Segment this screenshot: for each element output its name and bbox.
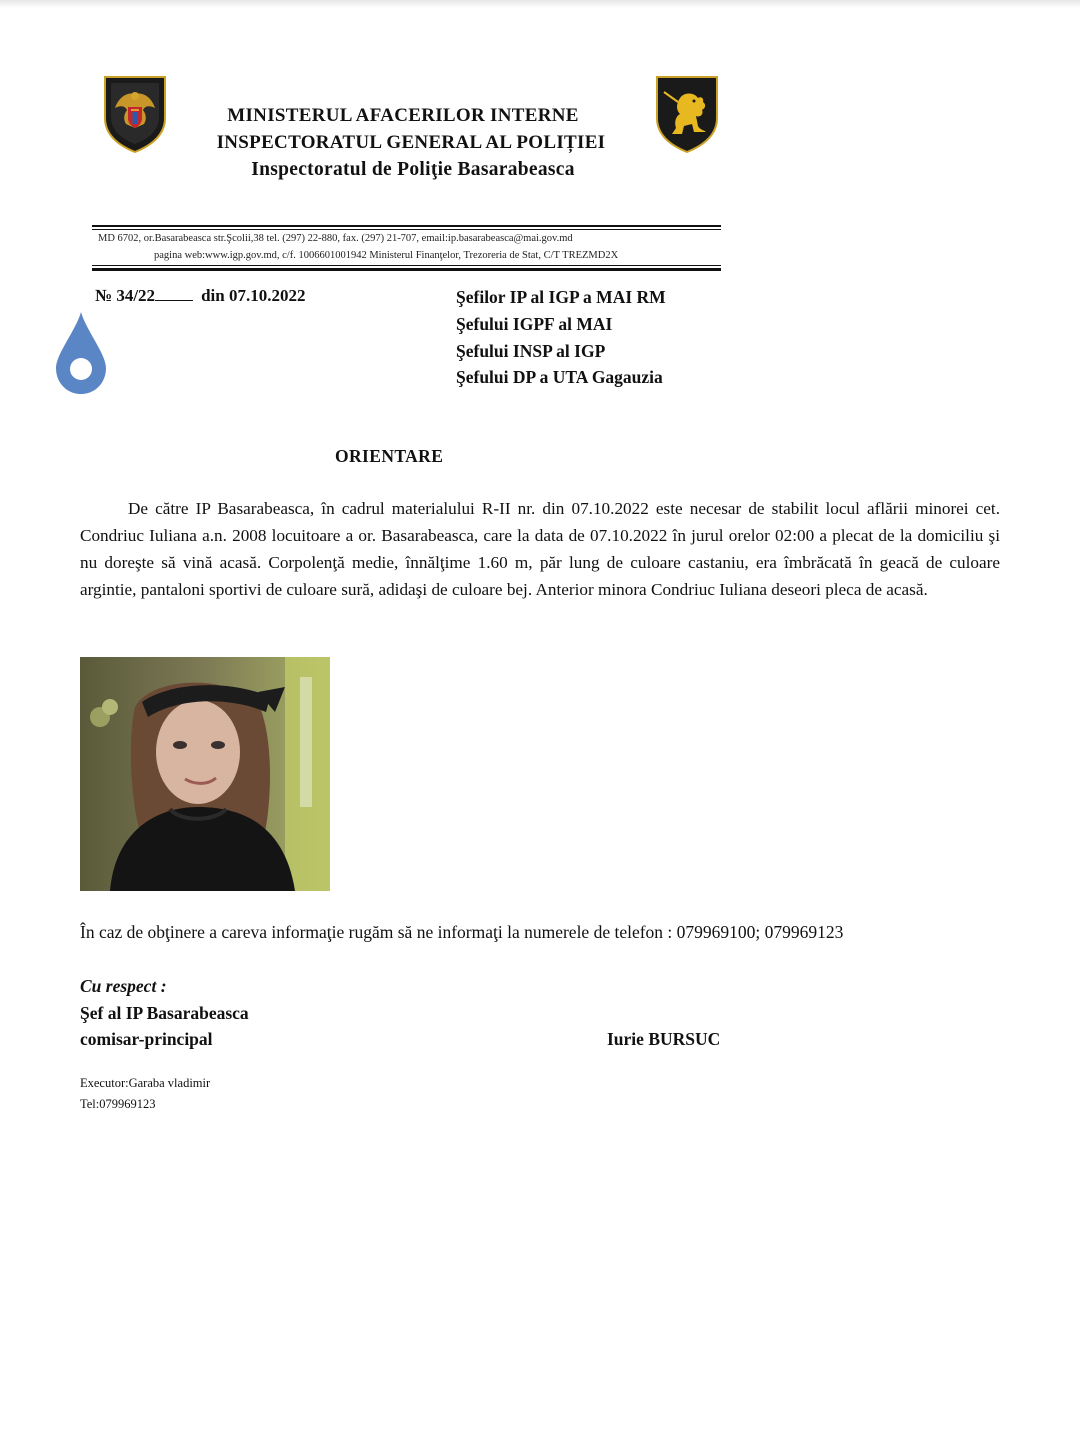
- recipient-item: Şefului INSP al IGP: [456, 340, 606, 361]
- recipients-list: [456, 284, 666, 391]
- reference-number: [95, 286, 305, 306]
- top-shade: [0, 0, 1080, 8]
- contact-line-web: pagina web:www.igp.gov.md, c/f. 1006601001942 Ministerul Finanţelor, Trezoreria de Stat, C/T TREZMD2X: [154, 250, 619, 261]
- missing-person-photo: [80, 657, 330, 891]
- contact-line-address: MD 6702, or.Basarabeasca str.Şcolii,38 tel. (297) 22-880, fax. (297) 21-707, email:ip.basarabeasca@mai.gov.md: [98, 233, 573, 244]
- ministry-heading: MINISTERUL AFACERILOR INTERNE: [227, 105, 579, 126]
- regards-label: Cu respect :: [80, 976, 167, 996]
- inspectorate-heading: INSPECTORATUL GENERAL AL POLIȚIEI: [216, 132, 606, 153]
- contact-request-text: În caz de obţinere a careva informaţie rugăm să ne informaţi la numerele de telefon : 079969100; 079969123: [80, 922, 844, 942]
- header-rule-top: [92, 225, 721, 227]
- executor-phone: Tel:079969123: [80, 1097, 156, 1111]
- portrait-illustration: [80, 657, 330, 891]
- recipient-item: Şefilor IP al IGP a MAI RM: [456, 287, 666, 307]
- signatory-name: Iurie BURSUC: [607, 1029, 721, 1049]
- recipient-item: Şefului DP a UTA Gagauzia: [456, 367, 663, 388]
- signatory-rank: comisar-principal: [80, 1029, 213, 1049]
- local-unit-heading: Inspectoratul de Poliţie Basarabeasca: [251, 159, 575, 180]
- header-rule-bottom: [92, 268, 721, 271]
- document-title: ORIENTARE: [335, 446, 444, 466]
- signatory-position: Şef al IP Basarabeasca: [80, 1003, 249, 1023]
- header-rule-bottom-thin: [92, 265, 721, 266]
- water-drop-icon: [54, 310, 108, 396]
- header-rule-top-thin: [92, 229, 721, 230]
- recipient-item: Şefului IGPF al MAI: [456, 313, 613, 334]
- reference-blank: [155, 286, 193, 301]
- reference-date: din 07.10.2022: [201, 286, 306, 305]
- executor-name: Executor:Garaba vladimir: [80, 1076, 211, 1090]
- reference-number-value: № 34/22: [95, 286, 156, 305]
- document-body: De către IP Basarabeasca, în cadrul materialului R-II nr. din 07.10.2022 este necesar de stabilit locul aflării minorei cet. Condriuc Iuliana a.n. 2008 locuitoare a or. Basarabeasca, care la data de 07.10.2022 în jurul orelor 02:00 a plecat de la domiciliu şi nu doreşte să vină acasă. Corpolenţă medie, înnălţime 1.60 m, păr lung de culoare castaniu, era îmbrăcată în geacă de culoare argintie, pantaloni sportivi de culoare sură, adidaşi de culoare bej. Anterior minora Condriuc Iuliana deseori pleca de acasă.: [80, 499, 1000, 599]
